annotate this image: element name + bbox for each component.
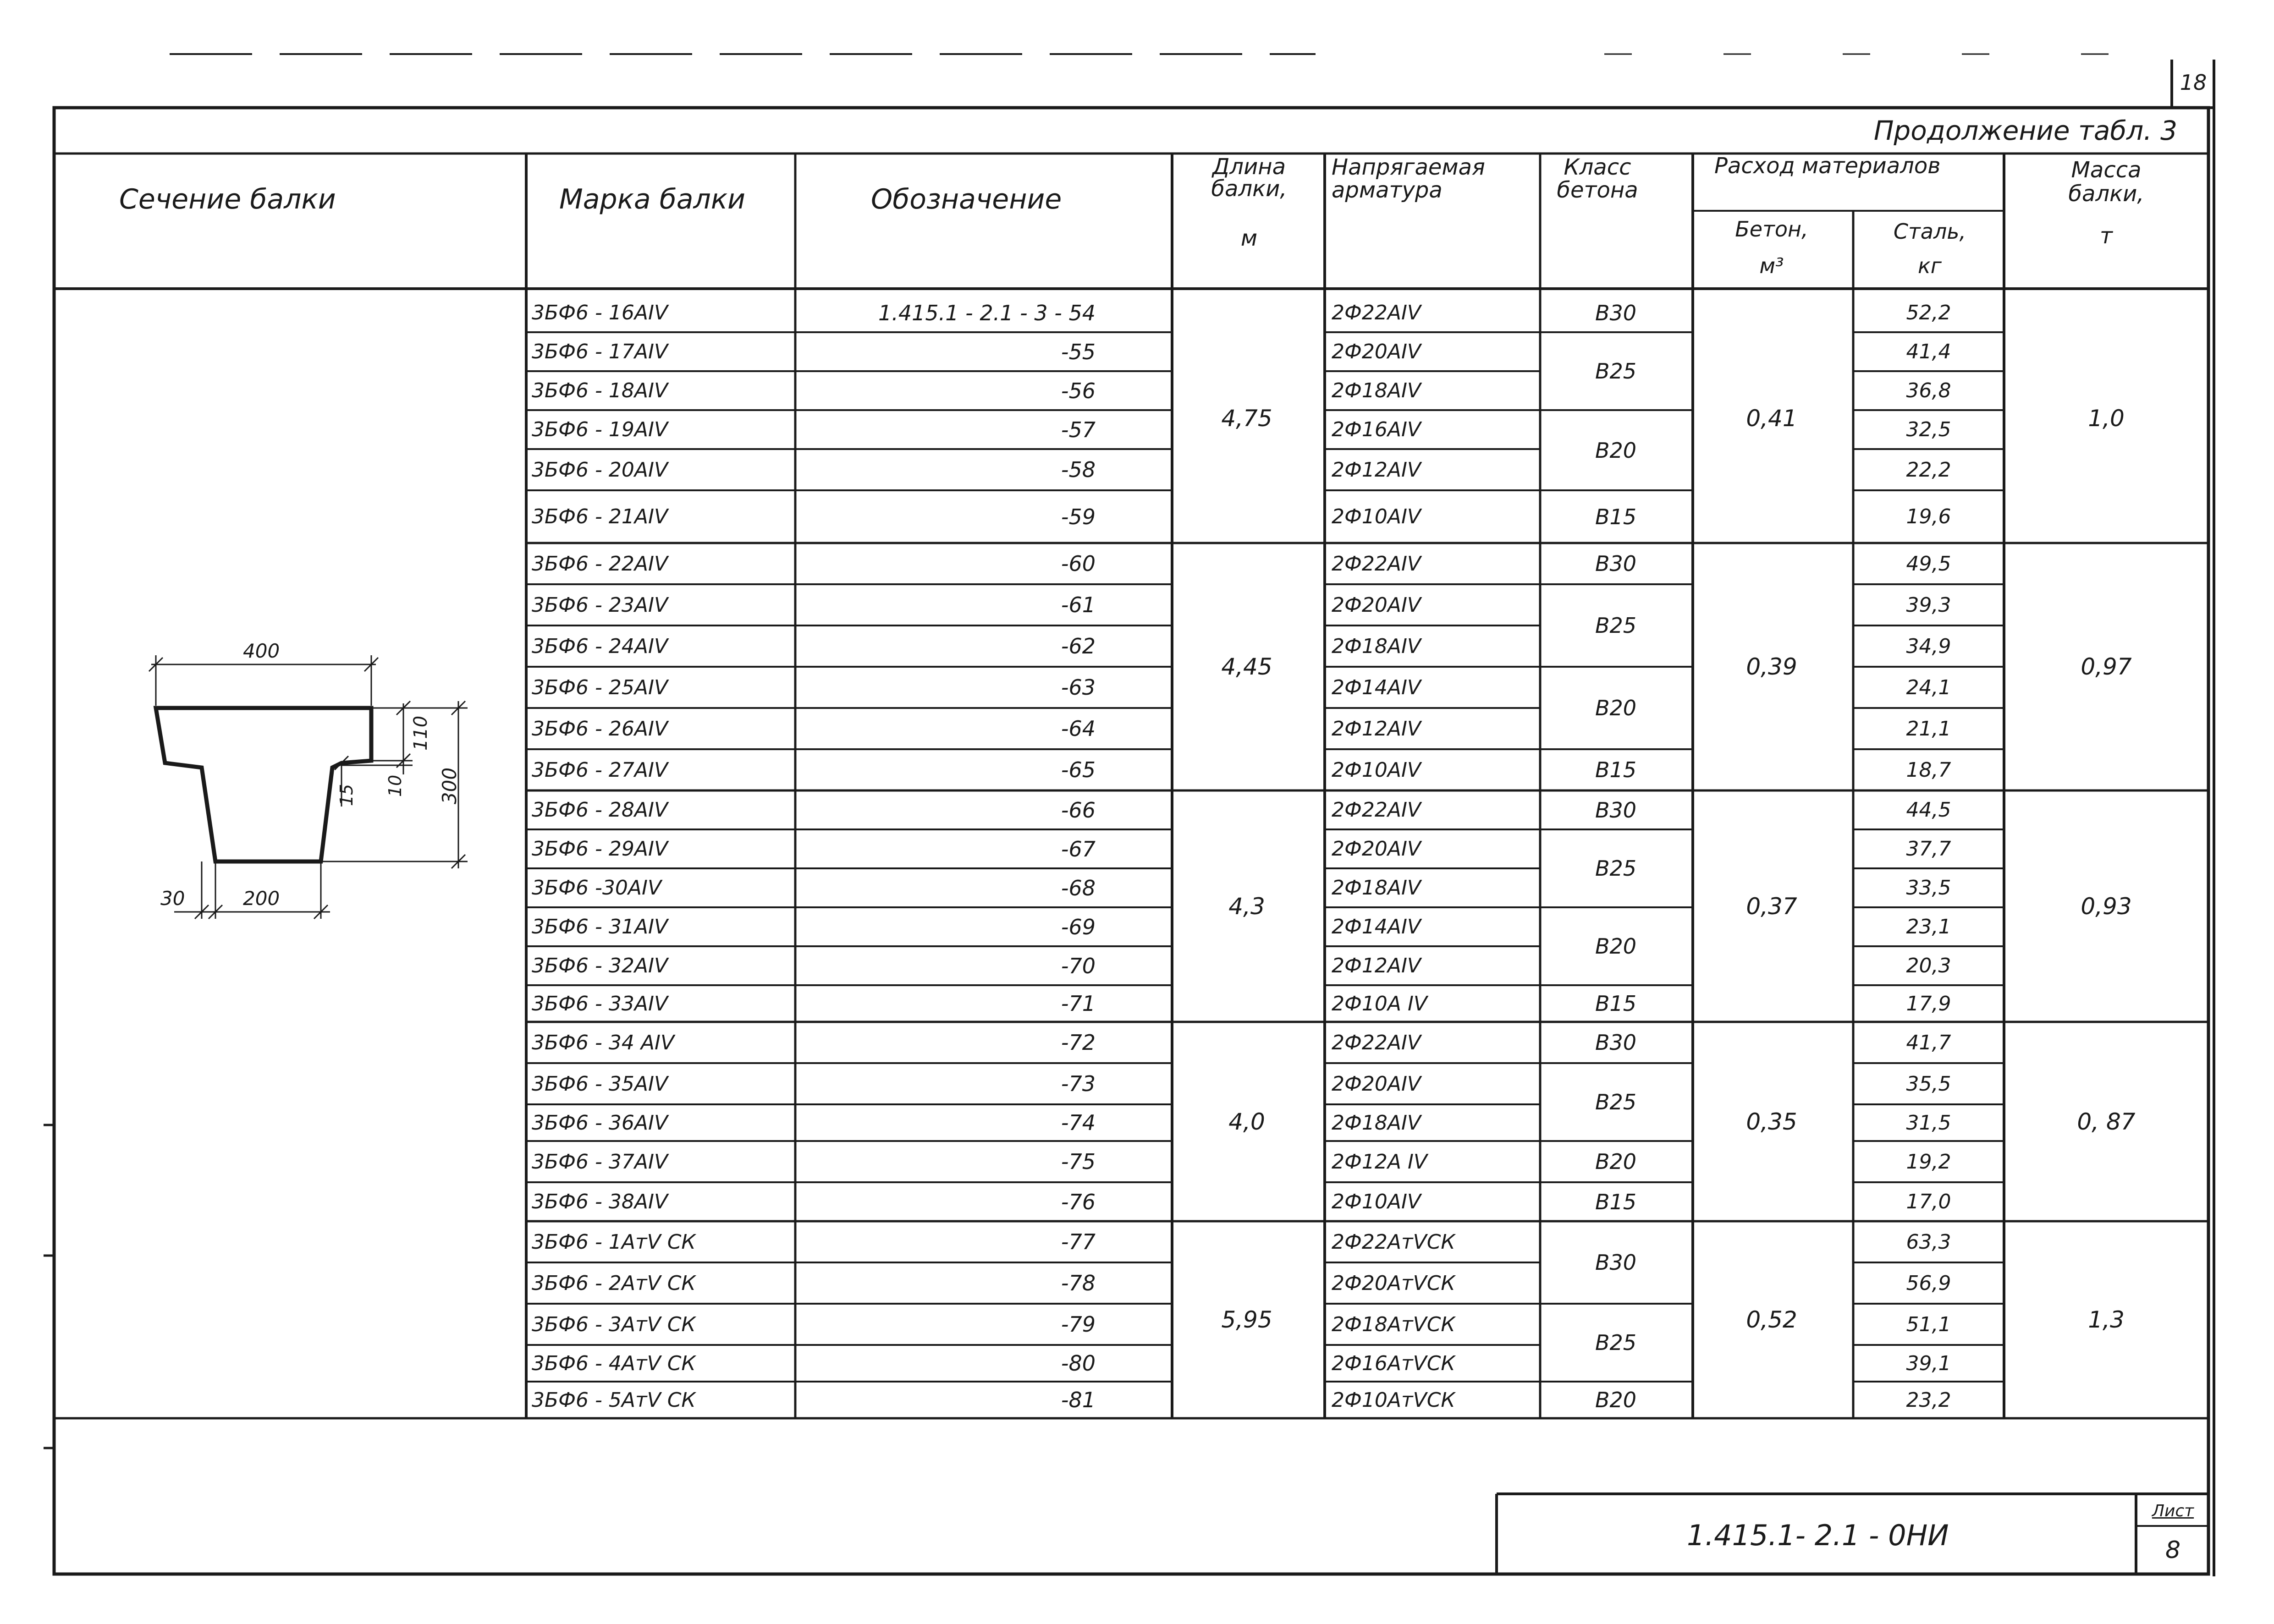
rebar-spec: 2Ф22АIV (1332, 301, 1421, 324)
concrete-class: В25 (1595, 1330, 1637, 1355)
beam-designation: -60 (1061, 551, 1096, 576)
beam-designation: -72 (1061, 1030, 1096, 1055)
beam-mark: 3БФ6 - 34 АIV (532, 1031, 675, 1054)
concrete-class: В30 (1595, 797, 1637, 823)
steel-mass: 49,5 (1906, 552, 1951, 576)
dim-flange-taper: 15 (336, 784, 357, 807)
beam-designation: -76 (1061, 1189, 1096, 1214)
beam-designation: -62 (1061, 634, 1096, 658)
steel-mass: 20,3 (1906, 954, 1951, 977)
concrete-volume: 0,39 (1746, 653, 1797, 680)
beam-mass: 0,97 (2081, 653, 2132, 680)
beam-designation: -73 (1061, 1071, 1096, 1096)
concrete-class: В30 (1595, 1030, 1637, 1055)
rebar-spec: 2Ф18АIV (1332, 379, 1421, 402)
beam-designation: -67 (1061, 836, 1096, 861)
header-materials: Расход материалов (1714, 153, 1941, 179)
beam-designation: -68 (1061, 875, 1096, 900)
beam-mark: 3БФ6 - 32АIV (532, 954, 668, 977)
sheet-label: Лист (2152, 1501, 2194, 1520)
steel-mass: 44,5 (1906, 798, 1951, 822)
dim-left-offset: 30 (160, 887, 185, 910)
beam-length: 5,95 (1221, 1306, 1272, 1333)
steel-mass: 32,5 (1906, 418, 1951, 441)
dim-top-width: 400 (243, 639, 280, 662)
steel-mass: 51,1 (1906, 1312, 1951, 1336)
beam-mark: 3БФ6 - 17АIV (532, 340, 668, 363)
concrete-volume: 0,35 (1746, 1108, 1797, 1135)
dim-h110: 110 (410, 715, 432, 751)
beam-mark: 3БФ6 - 25АIV (532, 675, 668, 699)
rebar-spec: 2Ф14АIV (1332, 675, 1421, 699)
rebar-spec: 2Ф12АIV (1332, 954, 1421, 977)
rebar-spec: 2Ф12АIV (1332, 717, 1421, 741)
steel-mass: 37,7 (1906, 837, 1951, 861)
header-concrete-class: Класс бетона (1557, 154, 1638, 203)
beam-mark: 3БФ6 - 22АIV (532, 552, 668, 576)
beam-mark: 3БФ6 - 27АIV (532, 758, 668, 782)
concrete-class: В25 (1595, 856, 1637, 881)
rebar-spec: 2Ф16АIV (1332, 418, 1421, 441)
beam-mark: 3БФ6 - 4АтV СК (532, 1351, 696, 1375)
header-designation: Обозначение (871, 183, 1062, 215)
steel-mass: 39,3 (1906, 593, 1951, 617)
concrete-class: В15 (1595, 504, 1637, 529)
header-mass (2008, 158, 2205, 248)
steel-mass: 17,9 (1906, 992, 1951, 1015)
beam-mark: 3БФ6 - 20АIV (532, 458, 668, 482)
concrete-class: В25 (1595, 359, 1637, 384)
beam-mark: 3БФ6 - 23АIV (532, 593, 668, 617)
concrete-class: В25 (1595, 1090, 1637, 1114)
steel-mass: 63,3 (1906, 1230, 1951, 1254)
header-length-label: Длина балки, (1211, 154, 1287, 202)
rebar-spec: 2Ф10АIV (1332, 758, 1421, 782)
beam-mark: 3БФ6 - 29АIV (532, 837, 668, 861)
beam-designation: -66 (1061, 797, 1096, 823)
rebar-spec: 2Ф20АIV (1332, 1072, 1421, 1096)
steel-mass: 19,2 (1906, 1150, 1951, 1174)
steel-mass: 56,9 (1906, 1271, 1951, 1295)
beam-designation: -65 (1061, 757, 1096, 782)
beam-cross-section (149, 655, 468, 919)
beam-mark: 3БФ6 -30АIV (532, 876, 662, 900)
beam-designation: -75 (1061, 1149, 1096, 1174)
rebar-spec: 2Ф10АIV (1332, 1190, 1421, 1213)
beam-length: 4,75 (1221, 405, 1272, 432)
beam-length: 4,0 (1228, 1108, 1265, 1135)
beam-designation: 1.415.1 - 2.1 - 3 - 54 (878, 300, 1096, 325)
beam-designation: -57 (1061, 417, 1096, 442)
beam-mark: 3БФ6 - 18АIV (532, 379, 668, 402)
steel-mass: 39,1 (1906, 1351, 1951, 1375)
rebar-spec: 2Ф20АтVСК (1332, 1271, 1455, 1295)
rebar-spec: 2Ф18АIV (1332, 634, 1421, 658)
rebar-spec: 2Ф14АIV (1332, 915, 1421, 938)
steel-mass: 36,8 (1906, 379, 1951, 402)
concrete-volume: 0,37 (1746, 893, 1797, 920)
beam-mark: 3БФ6 - 2АтV СК (532, 1271, 696, 1295)
beam-mark: 3БФ6 - 21АIV (532, 505, 668, 528)
steel-mass: 31,5 (1906, 1111, 1951, 1135)
concrete-class: В15 (1595, 991, 1637, 1016)
header-length-unit: м (1240, 225, 1258, 251)
rebar-spec: 2Ф22АIV (1332, 1031, 1421, 1054)
beam-designation: -69 (1061, 914, 1096, 939)
rebar-spec: 2Ф20АIV (1332, 593, 1421, 617)
concrete-class: В30 (1595, 1250, 1637, 1275)
rebar-spec: 2Ф10А IV (1332, 992, 1428, 1015)
steel-mass: 41,4 (1906, 340, 1951, 363)
concrete-class: В15 (1595, 757, 1637, 782)
rebar-spec: 2Ф10АтVСК (1332, 1388, 1455, 1412)
beam-mark: 3БФ6 - 5АтV СК (532, 1388, 696, 1412)
rebar-spec: 2Ф22АIV (1332, 552, 1421, 576)
concrete-class: В20 (1595, 1388, 1637, 1412)
rebar-spec: 2Ф22АтVСК (1332, 1230, 1455, 1254)
steel-mass: 19,6 (1906, 505, 1951, 528)
beam-mark: 3БФ6 - 38АIV (532, 1190, 668, 1213)
dim-bottom-width: 200 (243, 887, 280, 910)
beam-designation: -63 (1061, 675, 1096, 700)
doc-code: 1.415.1- 2.1 - 0НИ (1687, 1518, 1949, 1552)
header-rebar: Напрягаемая арматура (1332, 154, 1485, 203)
beam-mass: 0, 87 (2077, 1108, 2136, 1135)
rebar-spec: 2Ф16АтVСК (1332, 1351, 1455, 1375)
header-mark: Марка балки (559, 183, 746, 215)
header-concrete: Бетон, (1735, 217, 1808, 241)
rebar-spec: 2Ф12А IV (1332, 1150, 1428, 1174)
concrete-class: В20 (1595, 934, 1637, 959)
header-steel-unit: кг (1918, 253, 1942, 278)
beam-mark: 3БФ6 - 26АIV (532, 717, 668, 741)
beam-designation: -56 (1061, 378, 1096, 403)
header-section: Сечение балки (119, 183, 336, 215)
steel-mass: 23,1 (1906, 915, 1951, 938)
rebar-spec: 2Ф20АIV (1332, 340, 1421, 363)
steel-mass: 22,2 (1906, 458, 1951, 482)
rebar-spec: 2Ф18АIV (1332, 876, 1421, 900)
steel-mass: 33,5 (1906, 876, 1951, 900)
beam-length: 4,3 (1228, 893, 1265, 920)
concrete-class: В20 (1595, 438, 1637, 463)
rebar-spec: 2Ф20АIV (1332, 837, 1421, 861)
rebar-spec: 2Ф18АIV (1332, 1111, 1421, 1135)
steel-mass: 41,7 (1906, 1031, 1951, 1054)
concrete-class: В30 (1595, 300, 1637, 325)
beam-mass: 1,0 (2088, 405, 2125, 432)
beam-length: 4,45 (1221, 653, 1272, 680)
header-mass-label: Масса балки, (2068, 157, 2144, 207)
beam-mark: 3БФ6 - 24АIV (532, 634, 668, 658)
beam-designation: -71 (1061, 991, 1096, 1016)
steel-mass: 18,7 (1906, 758, 1951, 782)
beam-designation: -61 (1061, 593, 1096, 617)
beam-mark: 3БФ6 - 16АIV (532, 301, 668, 324)
rebar-spec: 2Ф18АтVСК (1332, 1312, 1455, 1336)
beam-mark: 3БФ6 - 35АIV (532, 1072, 668, 1096)
dim-h300: 300 (438, 767, 461, 805)
beam-mass: 1,3 (2088, 1306, 2125, 1333)
beam-mark: 3БФ6 - 1АтV СК (532, 1230, 696, 1254)
concrete-class: В20 (1595, 1149, 1637, 1174)
steel-mass: 24,1 (1906, 675, 1951, 699)
beam-designation: -77 (1061, 1229, 1096, 1254)
concrete-volume: 0,41 (1746, 405, 1797, 432)
beam-mass: 0,93 (2081, 893, 2132, 920)
beam-mark: 3БФ6 - 19АIV (532, 418, 668, 441)
beam-designation: -58 (1061, 457, 1096, 482)
beam-mark: 3БФ6 - 37АIV (532, 1150, 668, 1174)
beam-designation: -74 (1061, 1110, 1096, 1135)
steel-mass: 17,0 (1906, 1190, 1951, 1213)
beam-designation: -70 (1061, 953, 1096, 978)
beam-mark: 3БФ6 - 3АтV СК (532, 1312, 696, 1336)
beam-designation: -78 (1061, 1271, 1096, 1295)
sheet-corner-number: 18 (2180, 70, 2207, 95)
steel-mass: 34,9 (1906, 634, 1951, 658)
rebar-spec: 2Ф12АIV (1332, 458, 1421, 482)
rebar-spec: 2Ф22АIV (1332, 798, 1421, 822)
beam-mark: 3БФ6 - 33АIV (532, 992, 668, 1015)
dim-h10: 10 (385, 774, 406, 797)
beam-designation: -80 (1061, 1351, 1096, 1376)
sheet-number: 8 (2165, 1536, 2181, 1564)
beam-mark: 3БФ6 - 28АIV (532, 798, 668, 822)
header-steel: Сталь, (1893, 219, 1966, 244)
beam-designation: -55 (1061, 339, 1096, 364)
steel-mass: 23,2 (1906, 1388, 1951, 1412)
beam-designation: -79 (1061, 1312, 1096, 1337)
header-mass-unit: т (2100, 223, 2113, 249)
concrete-class: В30 (1595, 551, 1637, 576)
beam-designation: -59 (1061, 504, 1096, 529)
concrete-volume: 0,52 (1746, 1306, 1797, 1333)
steel-mass: 35,5 (1906, 1072, 1951, 1096)
beam-designation: -64 (1061, 716, 1096, 741)
concrete-class: В15 (1595, 1189, 1637, 1214)
concrete-class: В25 (1595, 613, 1637, 638)
beam-mark: 3БФ6 - 31АIV (532, 915, 668, 938)
concrete-class: В20 (1595, 696, 1637, 720)
beam-designation: -81 (1061, 1388, 1096, 1412)
table-caption: Продолжение табл. 3 (1873, 115, 2177, 146)
header-length (1180, 156, 1318, 249)
steel-mass: 21,1 (1906, 717, 1951, 741)
steel-mass: 52,2 (1906, 301, 1951, 324)
beam-mark: 3БФ6 - 36АIV (532, 1111, 668, 1135)
rebar-spec: 2Ф10АIV (1332, 505, 1421, 528)
header-concrete-unit: м³ (1759, 253, 1784, 278)
